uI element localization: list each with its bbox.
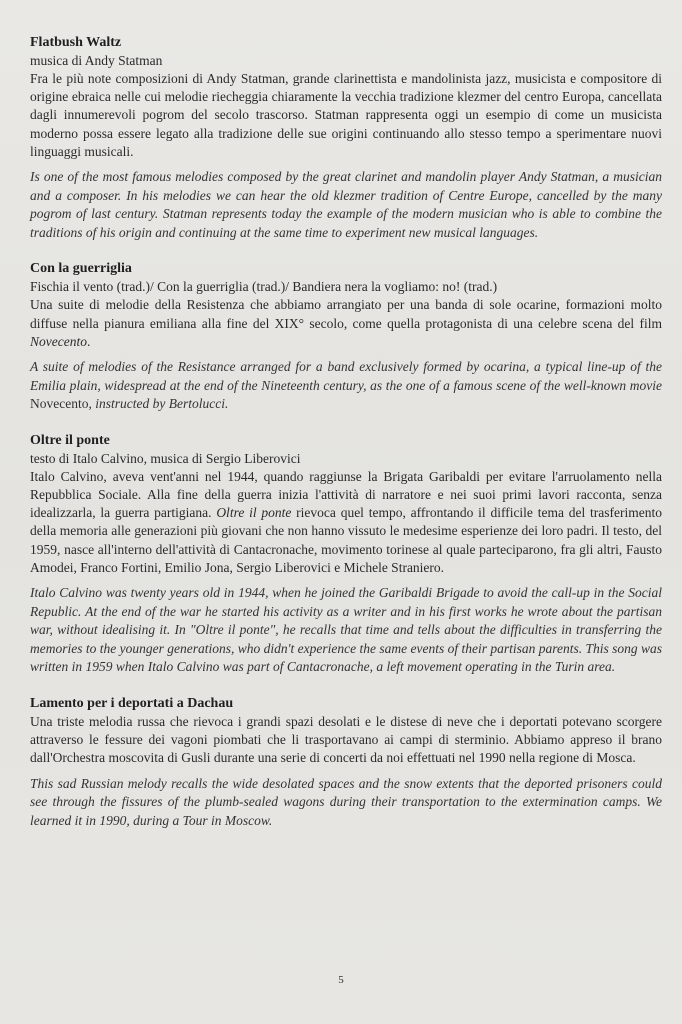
film-title: Novecento [30, 396, 89, 412]
song-title: Oltre il ponte [216, 505, 292, 521]
english-description: Italo Calvino was twenty years old in 1944, when he joined the Garibaldi Brigade to avoid the call-up in the Social Republic. At the end of the war he started his activity as a writer and in his first works he wrote about the partisan war, without idealising it. In "Oltre il ponte", he recalls that time and tells about the difficulties in transferring the memories to the younger generations, who didn't experience the same events of their partisan parents. This song was written in 1959 when Italo Calvino was part of Cantacronache, a left movement operating in the Turin area. [30, 585, 662, 675]
section-title: Con la guerriglia [30, 261, 132, 277]
section-con-la-guerriglia [30, 260, 662, 413]
italian-description [30, 296, 662, 351]
section-lamento-dachau [30, 695, 662, 830]
italian-description [30, 468, 662, 577]
section-credits: musica di Andy Statman [30, 53, 163, 68]
page-content [30, 34, 662, 830]
italian-description-end: . [86, 333, 91, 349]
section-title: Flatbush Waltz [30, 35, 122, 50]
section-credits: Fischia il vento (trad.)/ Con la guerriglia (trad.)/ Bandiera nera la vogliamo: no! (trad.) [30, 279, 498, 295]
english-description [30, 358, 662, 414]
italian-description-end: rievoca quel tempo, affrontando il difficile tema del trasferimento della memoria alle generazioni più giovani che non hanno vissuto le medesime esperienze dei loro padri. Il testo, del 1959, nasce all'interno dell'attività di Cantacronache, movimento torinese al quale parteciparono, fra gli altri, Fausto Amodei, Franco Fortini, Emilio Jona, Sergio Liberovici e Michele Straniero. [30, 505, 662, 575]
section-flatbush-waltz [30, 34, 662, 242]
page-number: 5 [338, 974, 344, 986]
italian-description: Fra le più note composizioni di Andy Statman, grande clarinettista e mandolinista jazz, musicista e compositore di origine ebraica nelle cui melodie riecheggia chiaramente la vecchia tradizione klezmer del centro Europa, cancellata dagli innumerevoli pogrom del secolo trascorso. Statman rappresenta oggi un esempio di come un musicista moderno possa essere legato alla tradizione delle sue origini continuando allo stesso tempo a sperimentare nuovi linguaggi musicali. [30, 71, 662, 159]
film-title: Novecento [30, 333, 87, 349]
english-description-text: A suite of melodies of the Resistance arranged for a band exclusively formed by ocarina, a typical line-up of the Emilia plain, widespread at the end of the Nineteenth century, as the one of a famous scene of the well-known movie [30, 359, 662, 393]
section-title: Oltre il ponte [30, 432, 110, 448]
section-credits: testo di Italo Calvino, musica di Sergio Liberovici [30, 450, 301, 466]
italian-description: Una triste melodia russa che rievoca i grandi spazi desolati e le distese di neve che i deportati potevano scorgere attraverso le fessure dei vagoni piombati che li trasportavano ai campi di sterminio. Abbiamo appreso il brano dall'Orchestra moscovita di Gusli durante una serie di concerti da noi effettuati nel 1990 nella regione di Mosca. [30, 713, 662, 766]
english-description-end: , instructed by Bertolucci. [88, 396, 229, 412]
section-title: Lamento per i deportati a Dachau [30, 695, 234, 711]
english-description: Is one of the most famous melodies composed by the great clarinet and mandolin player Andy Statman, a musician and a composer. In his melodies we can hear the old klezmer tradition of Centre Europe, cancelled by the many pogrom of last century. Statman represents today the example of the modern musician who is able to combine the traditions of his origin and continuing at the same time to experiment new musical languages. [30, 169, 662, 240]
english-description: This sad Russian melody recalls the wide desolated spaces and the snow extents that the deported prisoners could see through the fissures of the plumb-sealed wagons during their transportation to the extermination camps. We learned it in 1990, during a Tour in Moscow. [30, 775, 662, 828]
italian-description-text: Una suite di melodie della Resistenza che abbiamo arrangiato per una banda di sole ocarine, formazioni molto diffuse nella pianura emiliana alla fine del XIX° secolo, come quella protagonista di una celebre scena del film [30, 297, 662, 331]
italian-description-text: Italo Calvino, aveva vent'anni nel 1944, quando raggiunse la Brigata Garibaldi per evitare l'arruolamento nella Repubblica Sociale. Alla fine della guerra inizia l'attività di narratore e nei suoi primi lavori racconta, senza idealizzarla, la guerra partigiana. [30, 468, 662, 521]
section-oltre-il-ponte [30, 432, 662, 677]
